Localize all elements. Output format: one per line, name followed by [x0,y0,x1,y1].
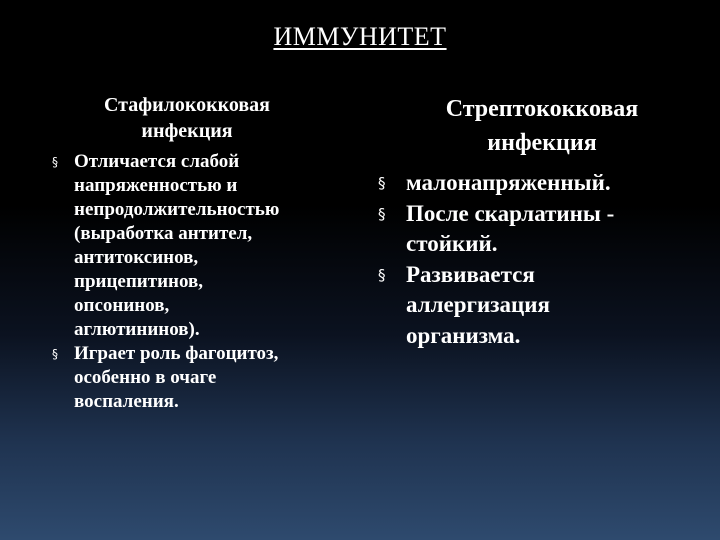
right-heading-line-1: Стрептококковая [445,96,639,122]
left-column [52,92,352,414]
right-column [372,92,692,351]
right-bullet-list [372,168,692,351]
text-line: Развивается [406,261,535,287]
right-column-heading [372,92,712,160]
square-bullet-icon: § [378,174,386,192]
left-bullet-list [52,150,352,414]
right-list-item-2 [372,199,692,260]
text-line: стойкий. [406,231,498,256]
slide-title: ИММУНИТЕТ [273,22,447,51]
text-line: Играет роль фагоцитоз, [74,343,279,364]
square-bullet-icon: § [378,204,386,223]
square-bullet-icon: § [52,155,58,169]
text-line: После скарлатины - [406,200,615,226]
square-bullet-icon: § [52,347,58,361]
right-list-item-3 [372,260,692,352]
right-list-item-1 [372,168,692,199]
text-line: особенно в очаге [74,367,217,388]
text-line: антитоксинов, [74,247,199,268]
left-heading-line-2: инфекция [141,120,233,142]
left-column-heading [52,92,322,144]
text-line: организма. [406,322,521,348]
left-list-item-2 [52,342,352,414]
right-heading-line-2: инфекция [487,130,597,156]
text-line: напряженностью и [74,175,238,196]
left-heading-line-1: Стафилококковая [104,94,270,116]
text-line: прицепитинов, [74,271,204,292]
text-line: Отличается слабой [74,151,240,172]
square-bullet-icon: § [378,265,386,284]
left-list-item-1 [52,150,352,342]
text-line: малонапряженный. [406,170,611,195]
text-line: (выработка антител, [74,223,253,244]
text-line: опсонинов, [74,295,170,316]
text-line: воспаления. [74,391,179,412]
text-line: аглютининов). [74,319,200,340]
text-line: аллергизация [406,292,550,317]
text-line: непродолжительностью [74,199,280,220]
